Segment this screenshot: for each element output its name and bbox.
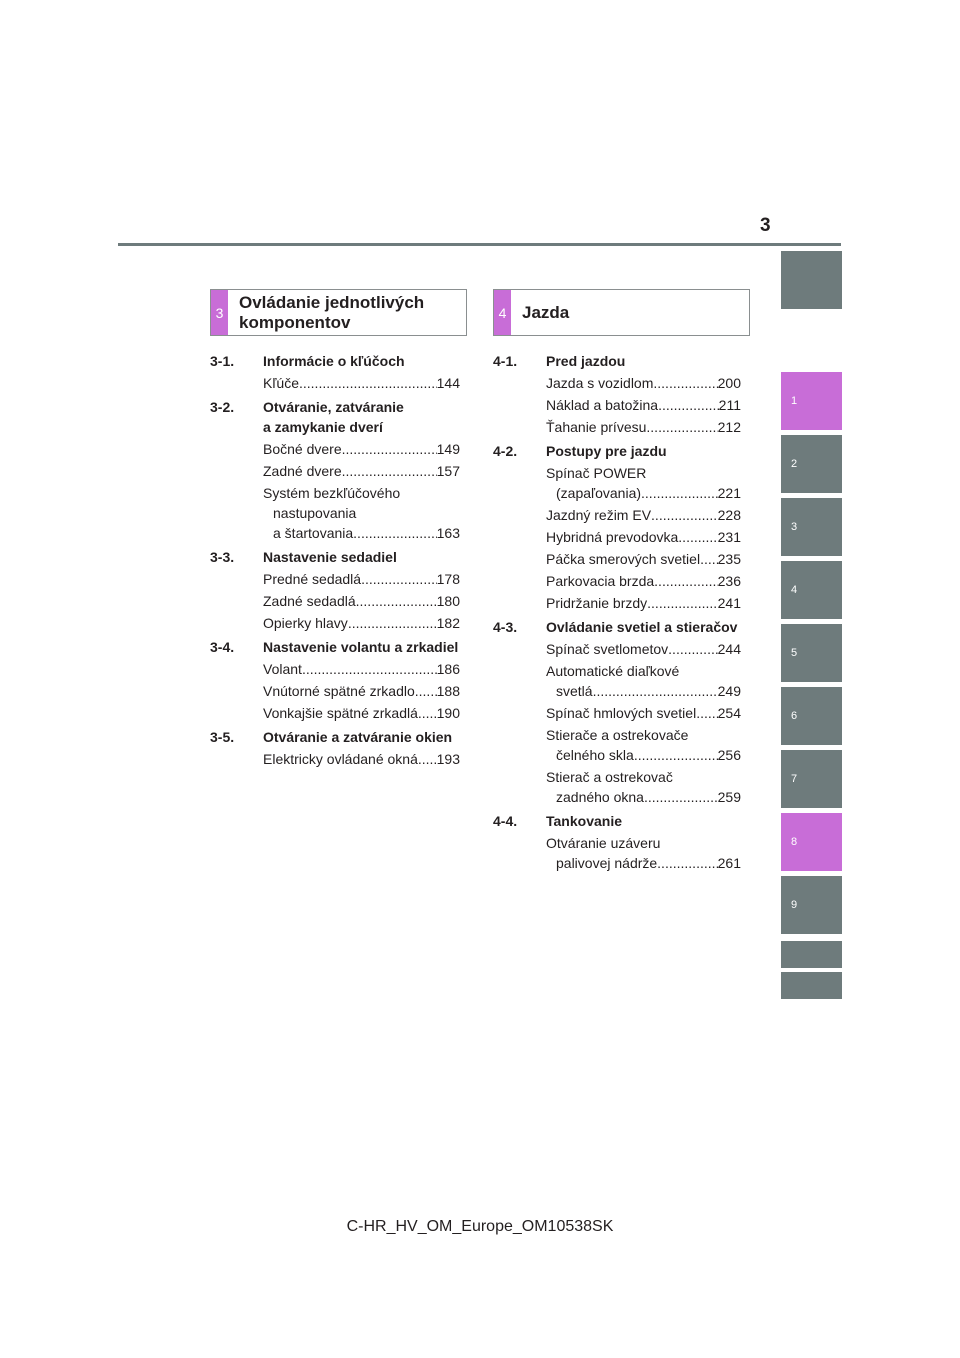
toc-entry-label: Jazdný režim EV bbox=[546, 507, 652, 523]
toc-section bbox=[210, 547, 460, 633]
toc-entry[interactable] bbox=[546, 725, 741, 765]
dot-leader bbox=[356, 591, 437, 611]
toc-entry-page: 163 bbox=[436, 525, 460, 541]
toc-entry-page: 244 bbox=[717, 641, 741, 657]
top-rule bbox=[118, 243, 841, 246]
toc-entry[interactable] bbox=[546, 661, 741, 701]
dot-leader bbox=[348, 613, 437, 633]
dot-leader bbox=[657, 853, 717, 873]
toc-entry-label: Spínač POWER bbox=[546, 465, 647, 481]
dot-leader bbox=[646, 417, 717, 437]
chapter-tab-blank[interactable] bbox=[781, 972, 842, 999]
toc-section bbox=[210, 351, 460, 393]
toc-section-title[interactable] bbox=[210, 351, 460, 371]
toc-entry[interactable] bbox=[263, 681, 460, 701]
toc-entry[interactable] bbox=[546, 395, 741, 415]
toc-entry[interactable] bbox=[546, 505, 741, 525]
toc-entry-label: Kľúče bbox=[263, 375, 299, 391]
toc-entry-label: Vnútorné spätné zrkadlo bbox=[263, 683, 415, 699]
dot-leader bbox=[299, 373, 437, 393]
dot-leader bbox=[361, 569, 437, 589]
toc-entry-page: 221 bbox=[717, 485, 741, 501]
toc-entry-page: 182 bbox=[436, 615, 460, 631]
toc-entry-label: Opierky hlavy bbox=[263, 615, 348, 631]
toc-entry[interactable] bbox=[263, 659, 460, 679]
toc-section-label: Nastavenie volantu a zrkadiel bbox=[263, 639, 459, 655]
toc-entry-page: 228 bbox=[717, 507, 741, 523]
toc-entry-page: 188 bbox=[436, 683, 460, 699]
section-number-badge: 3 bbox=[211, 290, 228, 335]
toc-entry-page: 256 bbox=[717, 747, 741, 763]
chapter-tab-3[interactable]: 3 bbox=[781, 498, 842, 556]
toc-section-number: 4-2. bbox=[493, 443, 518, 459]
dot-leader bbox=[700, 549, 718, 569]
toc-entry[interactable] bbox=[546, 833, 741, 873]
toc-entry[interactable] bbox=[263, 613, 460, 633]
dot-leader bbox=[651, 505, 718, 525]
toc-section-number: 4-1. bbox=[493, 353, 518, 369]
toc-entry-label: Spínač hmlových svetiel bbox=[546, 705, 697, 721]
toc-entry-label: (zapaľovania) bbox=[556, 485, 642, 501]
toc-entry[interactable] bbox=[546, 639, 741, 659]
footer-document-id: C-HR_HV_OM_Europe_OM10538SK bbox=[346, 1218, 614, 1235]
dot-leader bbox=[658, 395, 719, 415]
toc-entry-page: 157 bbox=[436, 463, 460, 479]
toc-entry-page: 236 bbox=[717, 573, 741, 589]
dot-leader bbox=[644, 787, 718, 807]
toc-entry[interactable] bbox=[546, 571, 741, 591]
dot-leader bbox=[342, 439, 437, 459]
toc-entry[interactable] bbox=[546, 703, 741, 723]
toc-entry[interactable] bbox=[546, 767, 741, 807]
chapter-tab-1[interactable]: 1 bbox=[781, 372, 842, 430]
toc-section-number: 4-3. bbox=[493, 619, 518, 635]
toc-section-number: 3-2. bbox=[210, 399, 235, 415]
toc-entry-label: zadného okna bbox=[556, 789, 644, 805]
toc-section-title[interactable] bbox=[493, 617, 741, 637]
toc-entry-page: 249 bbox=[717, 683, 741, 699]
toc-column-right bbox=[493, 351, 741, 877]
toc-section bbox=[493, 811, 741, 873]
chapter-tab-8[interactable]: 8 bbox=[781, 813, 842, 871]
dot-leader bbox=[647, 593, 717, 613]
dot-leader bbox=[678, 527, 717, 547]
toc-entry-label: Páčka smerových svetiel bbox=[546, 551, 701, 567]
toc-section bbox=[210, 397, 460, 543]
dot-leader bbox=[668, 639, 717, 659]
dot-leader bbox=[302, 659, 437, 679]
toc-section-label: Tankovanie bbox=[546, 813, 622, 829]
chapter-tab-4[interactable]: 4 bbox=[781, 561, 842, 619]
toc-entry[interactable] bbox=[263, 569, 460, 589]
section-number-badge: 4 bbox=[494, 290, 511, 335]
toc-entry-page: 200 bbox=[717, 375, 741, 391]
toc-entry[interactable] bbox=[546, 373, 741, 393]
toc-entry-label: svetlá bbox=[556, 683, 593, 699]
toc-entry-label: čelného skla bbox=[556, 747, 634, 763]
toc-entry-label: Volant bbox=[263, 661, 302, 677]
toc-entry-label: Systém bezkľúčového bbox=[263, 485, 401, 501]
toc-entry-page: 235 bbox=[717, 551, 741, 567]
toc-entry-page: 241 bbox=[717, 595, 741, 611]
toc-entry[interactable] bbox=[263, 483, 460, 543]
chapter-tab-blank[interactable] bbox=[781, 251, 842, 309]
toc-entry-page: 149 bbox=[436, 441, 460, 457]
toc-section-label: Otváranie a zatváranie okien bbox=[263, 729, 453, 745]
toc-section-label: Informácie o kľúčoch bbox=[263, 353, 405, 369]
toc-section-title[interactable] bbox=[493, 441, 741, 461]
toc-entry-label: Zadné sedadlá bbox=[263, 593, 356, 609]
toc-entry-page: 186 bbox=[436, 661, 460, 677]
toc-entry-label: Spínač svetlometov bbox=[546, 641, 669, 657]
section-header-left bbox=[210, 289, 467, 336]
toc-section-title[interactable] bbox=[210, 637, 460, 657]
toc-section bbox=[493, 441, 741, 613]
toc-entry[interactable] bbox=[263, 703, 460, 723]
toc-section-label: Nastavenie sedadiel bbox=[263, 549, 397, 565]
toc-entry[interactable] bbox=[263, 749, 460, 769]
toc-entry-label: Náklad a batožina bbox=[546, 397, 659, 413]
chapter-tab-2[interactable]: 2 bbox=[781, 435, 842, 493]
section-title: Ovládanie jednotlivých komponentov bbox=[239, 292, 425, 332]
toc-entry-label: Hybridná prevodovka bbox=[546, 529, 679, 545]
toc-section-label: Postupy pre jazdu bbox=[546, 443, 667, 459]
dot-leader bbox=[653, 373, 717, 393]
toc-entry[interactable] bbox=[546, 463, 741, 503]
toc-entry[interactable] bbox=[263, 439, 460, 459]
toc-entry-page: 259 bbox=[717, 789, 741, 805]
toc-entry-page: 261 bbox=[717, 855, 741, 871]
toc-section-title[interactable] bbox=[210, 547, 460, 567]
toc-entry-page: 178 bbox=[436, 571, 460, 587]
toc-section-number: 3-3. bbox=[210, 549, 235, 565]
toc-entry-label: a štartovania bbox=[273, 525, 354, 541]
toc-entry-label: palivovej nádrže bbox=[556, 855, 658, 871]
toc-entry-page: 190 bbox=[436, 705, 460, 721]
toc-entry-label: Parkovacia brzda bbox=[546, 573, 655, 589]
dot-leader bbox=[353, 523, 436, 543]
toc-entry-page: 211 bbox=[718, 397, 741, 413]
toc-entry-page: 180 bbox=[436, 593, 460, 609]
toc-entry-label: Vonkajšie spätné zrkadlá bbox=[263, 705, 418, 721]
dot-leader bbox=[634, 745, 718, 765]
toc-entry-label: Otváranie uzáveru bbox=[546, 835, 661, 851]
toc-section bbox=[210, 727, 460, 769]
toc-entry-page: 212 bbox=[717, 419, 741, 435]
toc-entry[interactable] bbox=[546, 593, 741, 613]
dot-leader bbox=[342, 461, 437, 481]
toc-section-label: Otváranie, zatváranie a zamykanie dverí bbox=[263, 399, 404, 435]
section-header-right bbox=[493, 289, 750, 336]
toc-entry-page: 193 bbox=[436, 751, 460, 767]
dot-leader bbox=[415, 681, 437, 701]
dot-leader bbox=[696, 703, 717, 723]
toc-section-number: 3-1. bbox=[210, 353, 235, 369]
toc-entry-label: Pridržanie brzdy bbox=[546, 595, 648, 611]
toc-section-title[interactable] bbox=[493, 811, 741, 831]
dot-leader bbox=[593, 681, 718, 701]
toc-section bbox=[210, 637, 460, 723]
toc-section-number: 4-4. bbox=[493, 813, 518, 829]
toc-entry-label: nastupovania bbox=[273, 505, 357, 521]
toc-entry-page: 254 bbox=[717, 705, 741, 721]
toc-column-left bbox=[210, 351, 460, 773]
toc-section bbox=[493, 351, 741, 437]
dot-leader bbox=[418, 749, 437, 769]
toc-entry-label: Ťahanie prívesu bbox=[546, 419, 647, 435]
chapter-tab-9[interactable]: 9 bbox=[781, 876, 842, 934]
toc-section-number: 3-4. bbox=[210, 639, 235, 655]
toc-entry-label: Jazda s vozidlom bbox=[546, 375, 654, 391]
toc-entry[interactable] bbox=[546, 549, 741, 569]
toc-entry-label: Elektricky ovládané okná bbox=[263, 751, 418, 767]
toc-entry-page: 144 bbox=[436, 375, 460, 391]
toc-section-label: Ovládanie svetiel a stieračov bbox=[546, 619, 738, 635]
page-number: 3 bbox=[760, 215, 771, 236]
dot-leader bbox=[641, 483, 718, 503]
toc-section-title[interactable] bbox=[493, 351, 741, 371]
dot-leader bbox=[654, 571, 717, 591]
toc-entry[interactable] bbox=[263, 373, 460, 393]
toc-entry-label: Stierače a ostrekovače bbox=[546, 727, 689, 743]
toc-entry[interactable] bbox=[546, 527, 741, 547]
toc-entry[interactable] bbox=[263, 461, 460, 481]
toc-section-title[interactable] bbox=[210, 397, 460, 437]
toc-entry[interactable] bbox=[263, 591, 460, 611]
chapter-tab-5[interactable]: 5 bbox=[781, 624, 842, 682]
toc-entry-label: Bočné dvere bbox=[263, 441, 342, 457]
toc-entry-page: 231 bbox=[717, 529, 741, 545]
toc-section-label: Pred jazdou bbox=[546, 353, 626, 369]
chapter-tab-6[interactable]: 6 bbox=[781, 687, 842, 745]
toc-section-title[interactable] bbox=[210, 727, 460, 747]
toc-entry-label: Stierač a ostrekovač bbox=[546, 769, 673, 785]
section-title: Jazda bbox=[522, 302, 570, 322]
toc-entry-label: Zadné dvere bbox=[263, 463, 342, 479]
chapter-tab-7[interactable]: 7 bbox=[781, 750, 842, 808]
toc-section-number: 3-5. bbox=[210, 729, 235, 745]
toc-entry-label: Predné sedadlá bbox=[263, 571, 362, 587]
toc-entry-label: Automatické diaľkové bbox=[546, 663, 680, 679]
toc-entry[interactable] bbox=[546, 417, 741, 437]
toc-section bbox=[493, 617, 741, 807]
chapter-tab-blank[interactable] bbox=[781, 941, 842, 968]
dot-leader bbox=[418, 703, 437, 723]
